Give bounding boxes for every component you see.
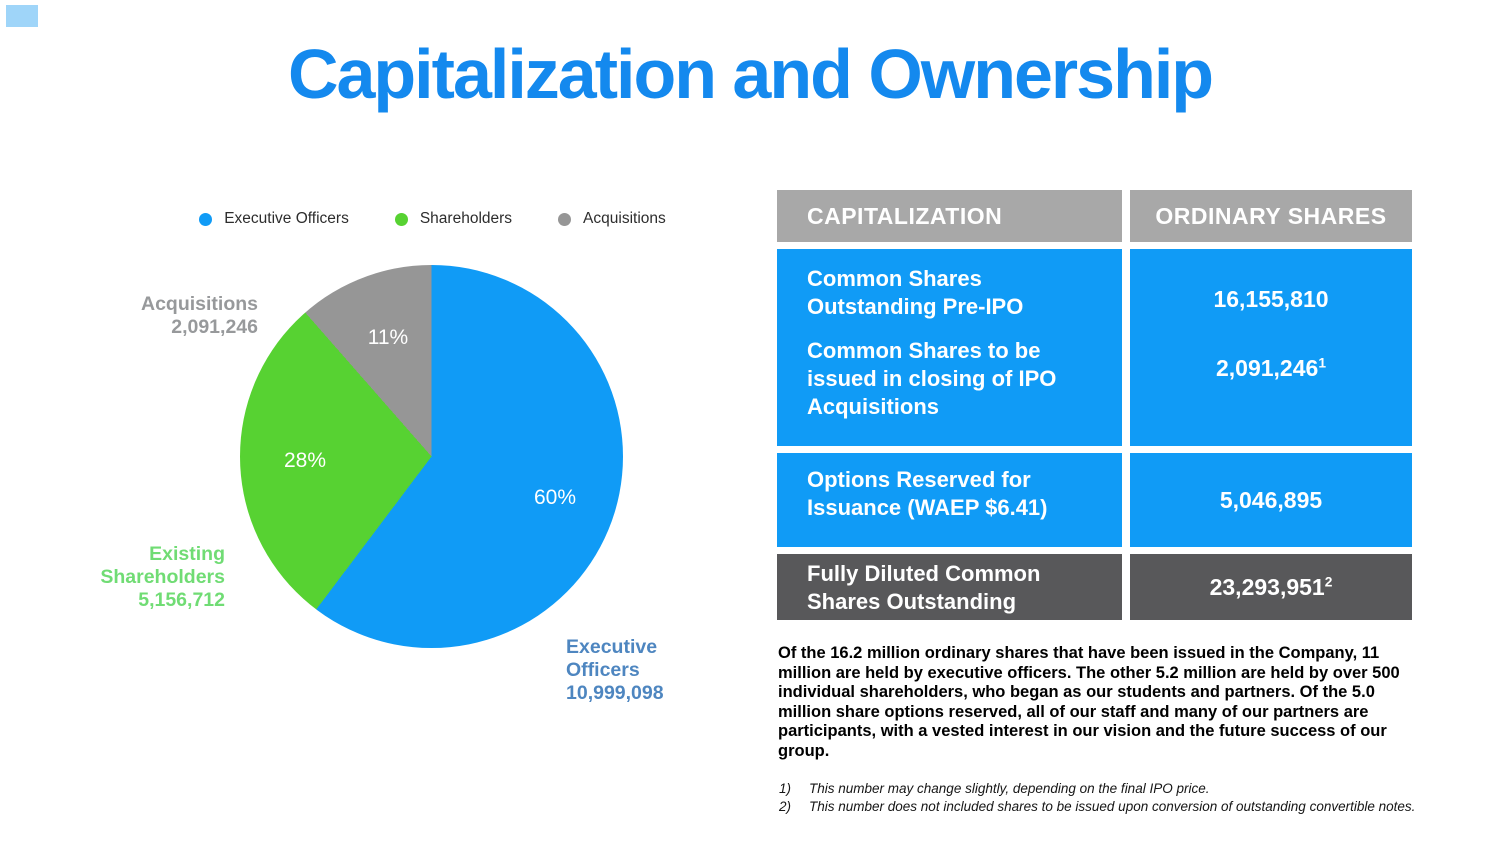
callout-line: Officers [566,659,640,681]
label-line: Common Shares to be [807,338,1041,363]
callout-value: 10,999,098 [566,682,664,704]
label-line: Options Reserved for [807,467,1031,492]
value-fully-diluted [1210,574,1333,601]
table-cell-fully-diluted-value [1130,554,1412,620]
footnote-1 [779,780,1439,798]
ownership-description: Of the 16.2 million ordinary shares that have been issued in the Company, 11 million are held by executive officers. The other 5.2 million are held by over 500 individual shareholders, who began as our students and partners. Of the 5.0 million share options reserved, all of our staff and many of our partners are participants, with a vested interest in our vision and the future success of our group. [778,644,1400,760]
pie-percent-acquisitions: 11% [367,326,409,349]
pie-percent-shareholders: 28% [283,449,327,472]
legend-item-acquisitions [558,210,666,228]
table-header-capitalization [777,190,1122,242]
chart-legend [65,210,800,228]
callout-value: 5,156,712 [138,589,225,611]
legend-item-executive-officers [199,210,349,228]
table-header-ordinary-shares [1130,190,1412,242]
legend-label: Shareholders [419,210,513,227]
label-group [807,265,1112,321]
table-cell-options-reserved-value [1130,453,1412,547]
header-label: ORDINARY SHARES [1155,202,1387,229]
callout-line: Shareholders [100,566,225,588]
legend-dot-shareholders [395,213,408,226]
label-line: Shares Outstanding [807,589,1017,614]
footnotes [779,780,1439,816]
value-text: 23,293,951 [1209,573,1325,600]
footnote-number: 1) [779,781,792,796]
legend-item-shareholders [395,210,512,228]
pie-callout-executive-officers [566,636,746,705]
table-cell-options-reserved-label [777,453,1122,547]
label-line: Issuance (WAEP $6.41) [807,495,1048,520]
corner-accent [6,5,38,27]
table-cell-fully-diluted-label [777,554,1122,620]
table-cell-common-shares-labels [777,249,1122,446]
value-options-reserved [1220,487,1322,514]
footnote-marker: 1 [1318,355,1326,371]
legend-label: Acquisitions [583,210,666,227]
callout-value: 2,091,246 [171,316,258,338]
footnote-text: This number may change slightly, depending on the final IPO price. [809,781,1210,796]
label-line: issued in closing of IPO [807,366,1057,391]
label-line: Outstanding Pre-IPO [807,294,1024,319]
legend-label: Executive Officers [224,210,349,227]
page-title: Capitalization and Ownership [287,35,1213,113]
callout-line: Acquisitions [140,293,258,315]
label-line: Common Shares [807,266,982,291]
legend-dot-executive-officers [199,213,212,226]
footnote-number: 2) [779,799,792,814]
value-text: 16,155,810 [1213,286,1329,312]
value-ipo-acquisitions [1216,355,1326,382]
legend-dot-acquisitions [558,213,571,226]
header-label: CAPITALIZATION [807,202,1003,229]
callout-line: Existing [149,543,225,565]
label-group [807,337,1112,421]
pie-chart [240,265,623,648]
value-pre-ipo [1213,286,1328,313]
label-line: Fully Diluted Common [807,561,1041,586]
pie-callout-existing-shareholders [60,543,225,612]
pie-percent-executive-officers: 60% [533,486,577,509]
pie-callout-acquisitions [100,293,258,339]
value-text: 5,046,895 [1219,486,1323,513]
footnote-2 [779,798,1439,816]
footnote-text: This number does not included shares to be issued upon conversion of outstanding convertible notes. [809,799,1416,814]
capitalization-table [777,190,1412,620]
label-line: Acquisitions [807,394,940,419]
footnote-marker: 2 [1324,573,1333,589]
callout-line: Executive [566,636,658,658]
value-text: 2,091,246 [1215,355,1319,381]
table-cell-common-shares-values [1130,249,1412,446]
